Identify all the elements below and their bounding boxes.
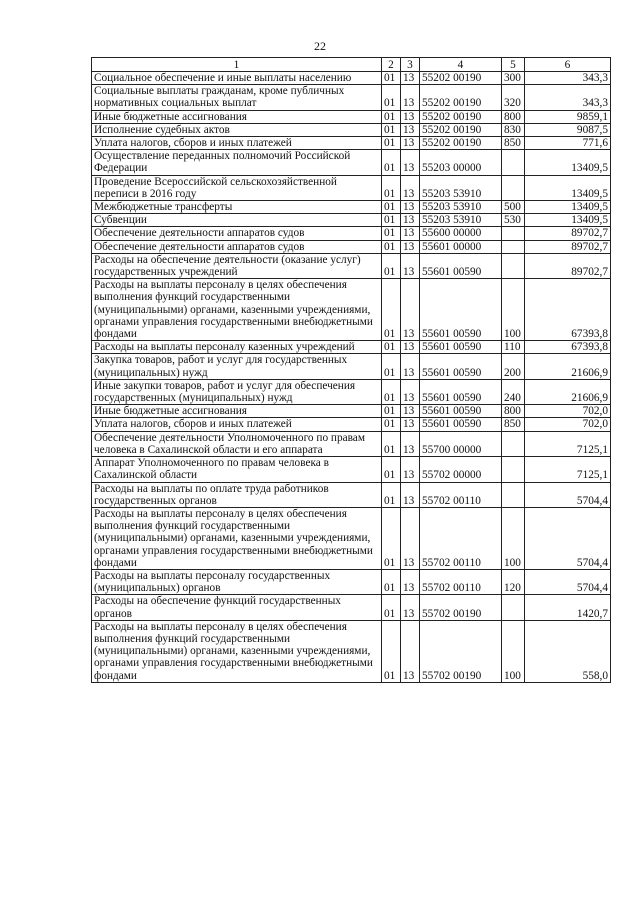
target-article-code: 55202 00190 <box>420 123 502 136</box>
section-code: 01 <box>382 175 401 200</box>
target-article-code: 55601 00590 <box>420 354 502 379</box>
expense-type-code: 850 <box>502 137 525 150</box>
table-row <box>92 137 611 150</box>
target-article-code: 55702 00110 <box>420 507 502 569</box>
target-article-code: 55601 00000 <box>420 240 502 253</box>
section-code: 01 <box>382 123 401 136</box>
expense-type-code: 530 <box>502 214 525 227</box>
budget-table <box>91 57 611 683</box>
amount: 89702,7 <box>525 253 611 278</box>
expense-type-code: 110 <box>502 341 525 354</box>
subsection-code: 13 <box>401 405 420 418</box>
table-row <box>92 354 611 379</box>
table-body <box>92 72 611 683</box>
expense-type-code: 240 <box>502 379 525 404</box>
amount: 5704,4 <box>525 482 611 507</box>
target-article-code: 55702 00190 <box>420 595 502 620</box>
row-name: Уплата налогов, сборов и иных платежей <box>92 137 382 150</box>
expense-type-code: 300 <box>502 72 525 85</box>
table-row <box>92 507 611 569</box>
expense-type-code: 500 <box>502 201 525 214</box>
subsection-code: 13 <box>401 240 420 253</box>
section-code: 01 <box>382 620 401 682</box>
section-code: 01 <box>382 431 401 456</box>
table-header-row <box>92 58 611 72</box>
section-code: 01 <box>382 227 401 240</box>
expense-type-code <box>502 482 525 507</box>
table-row <box>92 201 611 214</box>
row-name: Социальное обеспечение и иные выплаты населению <box>92 72 382 85</box>
expense-type-code <box>502 227 525 240</box>
column-header: 6 <box>525 58 611 72</box>
column-header: 1 <box>92 58 382 72</box>
section-code: 01 <box>382 214 401 227</box>
subsection-code: 13 <box>401 227 420 240</box>
subsection-code: 13 <box>401 595 420 620</box>
amount: 7125,1 <box>525 457 611 482</box>
amount: 13409,5 <box>525 175 611 200</box>
column-header: 3 <box>401 58 420 72</box>
amount: 9087,5 <box>525 123 611 136</box>
expense-type-code: 800 <box>502 110 525 123</box>
subsection-code: 13 <box>401 72 420 85</box>
expense-type-code: 320 <box>502 85 525 110</box>
row-name: Расходы на выплаты персоналу в целях обеспечения выполнения функций государственными (муниципальными) органами, казенными учреждениями, органами управления государственными внебюджетными фондами <box>92 279 382 341</box>
table-row <box>92 569 611 594</box>
subsection-code: 13 <box>401 354 420 379</box>
target-article-code: 55702 00190 <box>420 620 502 682</box>
target-article-code: 55601 00590 <box>420 253 502 278</box>
amount: 9859,1 <box>525 110 611 123</box>
expense-type-code: 100 <box>502 507 525 569</box>
subsection-code: 13 <box>401 482 420 507</box>
table-row <box>92 123 611 136</box>
amount: 13409,5 <box>525 214 611 227</box>
target-article-code: 55202 00190 <box>420 137 502 150</box>
expense-type-code <box>502 431 525 456</box>
section-code: 01 <box>382 110 401 123</box>
table-row <box>92 175 611 200</box>
section-code: 01 <box>382 150 401 175</box>
amount: 67393,8 <box>525 341 611 354</box>
subsection-code: 13 <box>401 214 420 227</box>
table-row <box>92 279 611 341</box>
target-article-code: 55601 00590 <box>420 341 502 354</box>
expense-type-code <box>502 150 525 175</box>
amount: 343,3 <box>525 85 611 110</box>
amount: 771,6 <box>525 137 611 150</box>
subsection-code: 13 <box>401 620 420 682</box>
target-article-code: 55600 00000 <box>420 227 502 240</box>
table-row <box>92 72 611 85</box>
expense-type-code <box>502 595 525 620</box>
table-row <box>92 150 611 175</box>
amount: 702,0 <box>525 405 611 418</box>
row-name: Уплата налогов, сборов и иных платежей <box>92 418 382 431</box>
subsection-code: 13 <box>401 85 420 110</box>
row-name: Аппарат Уполномоченного по правам человека в Сахалинской области <box>92 457 382 482</box>
table-row <box>92 240 611 253</box>
section-code: 01 <box>382 72 401 85</box>
row-name: Исполнение судебных актов <box>92 123 382 136</box>
subsection-code: 13 <box>401 123 420 136</box>
row-name: Расходы на обеспечение деятельности (оказание услуг) государственных учреждений <box>92 253 382 278</box>
row-name: Социальные выплаты гражданам, кроме публичных нормативных социальных выплат <box>92 85 382 110</box>
section-code: 01 <box>382 354 401 379</box>
amount: 89702,7 <box>525 240 611 253</box>
expense-type-code: 850 <box>502 418 525 431</box>
target-article-code: 55702 00000 <box>420 457 502 482</box>
expense-type-code <box>502 457 525 482</box>
target-article-code: 55601 00590 <box>420 379 502 404</box>
table-row <box>92 341 611 354</box>
expense-type-code <box>502 240 525 253</box>
table-row <box>92 482 611 507</box>
subsection-code: 13 <box>401 569 420 594</box>
table-row <box>92 405 611 418</box>
table-row <box>92 595 611 620</box>
subsection-code: 13 <box>401 110 420 123</box>
subsection-code: 13 <box>401 253 420 278</box>
amount: 343,3 <box>525 72 611 85</box>
section-code: 01 <box>382 595 401 620</box>
amount: 21606,9 <box>525 379 611 404</box>
amount: 67393,8 <box>525 279 611 341</box>
column-header: 2 <box>382 58 401 72</box>
subsection-code: 13 <box>401 507 420 569</box>
amount: 13409,5 <box>525 201 611 214</box>
table-row <box>92 110 611 123</box>
row-name: Иные бюджетные ассигнования <box>92 405 382 418</box>
row-name: Обеспечение деятельности аппаратов судов <box>92 240 382 253</box>
table-row <box>92 457 611 482</box>
expense-type-code: 120 <box>502 569 525 594</box>
table-row <box>92 214 611 227</box>
amount: 89702,7 <box>525 227 611 240</box>
amount: 13409,5 <box>525 150 611 175</box>
amount: 558,0 <box>525 620 611 682</box>
target-article-code: 55700 00000 <box>420 431 502 456</box>
section-code: 01 <box>382 201 401 214</box>
row-name: Проведение Всероссийской сельскохозяйственной переписи в 2016 году <box>92 175 382 200</box>
subsection-code: 13 <box>401 201 420 214</box>
target-article-code: 55702 00110 <box>420 482 502 507</box>
section-code: 01 <box>382 379 401 404</box>
expense-type-code <box>502 253 525 278</box>
table-row <box>92 253 611 278</box>
target-article-code: 55203 53910 <box>420 201 502 214</box>
row-name: Осуществление переданных полномочий Российской Федерации <box>92 150 382 175</box>
subsection-code: 13 <box>401 137 420 150</box>
target-article-code: 55601 00590 <box>420 418 502 431</box>
target-article-code: 55202 00190 <box>420 110 502 123</box>
expense-type-code: 200 <box>502 354 525 379</box>
row-name: Закупка товаров, работ и услуг для государственных (муниципальных) нужд <box>92 354 382 379</box>
section-code: 01 <box>382 507 401 569</box>
amount: 21606,9 <box>525 354 611 379</box>
subsection-code: 13 <box>401 379 420 404</box>
table-row <box>92 379 611 404</box>
column-header: 5 <box>502 58 525 72</box>
section-code: 01 <box>382 418 401 431</box>
subsection-code: 13 <box>401 341 420 354</box>
section-code: 01 <box>382 253 401 278</box>
target-article-code: 55202 00190 <box>420 85 502 110</box>
amount: 7125,1 <box>525 431 611 456</box>
column-header: 4 <box>420 58 502 72</box>
target-article-code: 55203 00000 <box>420 150 502 175</box>
section-code: 01 <box>382 279 401 341</box>
section-code: 01 <box>382 341 401 354</box>
expense-type-code <box>502 175 525 200</box>
row-name: Расходы на выплаты персоналу казенных учреждений <box>92 341 382 354</box>
section-code: 01 <box>382 405 401 418</box>
section-code: 01 <box>382 85 401 110</box>
subsection-code: 13 <box>401 150 420 175</box>
page-number: 22 <box>314 39 326 53</box>
table-row <box>92 418 611 431</box>
target-article-code: 55601 00590 <box>420 279 502 341</box>
row-name: Расходы на выплаты персоналу в целях обеспечения выполнения функций государственными (муниципальными) органами, казенными учреждениями, органами управления государственными внебюджетными фондами <box>92 507 382 569</box>
section-code: 01 <box>382 482 401 507</box>
table-row <box>92 620 611 682</box>
row-name: Обеспечение деятельности аппаратов судов <box>92 227 382 240</box>
expense-type-code: 830 <box>502 123 525 136</box>
row-name: Расходы на выплаты персоналу государственных (муниципальных) органов <box>92 569 382 594</box>
subsection-code: 13 <box>401 279 420 341</box>
subsection-code: 13 <box>401 175 420 200</box>
row-name: Расходы на обеспечение функций государственных органов <box>92 595 382 620</box>
row-name: Обеспечение деятельности Уполномоченного по правам человека в Сахалинской области и его аппарата <box>92 431 382 456</box>
section-code: 01 <box>382 137 401 150</box>
subsection-code: 13 <box>401 418 420 431</box>
row-name: Межбюджетные трансферты <box>92 201 382 214</box>
expense-type-code: 100 <box>502 279 525 341</box>
section-code: 01 <box>382 240 401 253</box>
target-article-code: 55702 00110 <box>420 569 502 594</box>
amount: 702,0 <box>525 418 611 431</box>
row-name: Расходы на выплаты персоналу в целях обеспечения выполнения функций государственными (муниципальными) органами, казенными учреждениями, органами управления государственными внебюджетными фондами <box>92 620 382 682</box>
table-row <box>92 227 611 240</box>
section-code: 01 <box>382 569 401 594</box>
target-article-code: 55202 00190 <box>420 72 502 85</box>
row-name: Расходы на выплаты по оплате труда работников государственных органов <box>92 482 382 507</box>
amount: 1420,7 <box>525 595 611 620</box>
table-row <box>92 85 611 110</box>
subsection-code: 13 <box>401 457 420 482</box>
amount: 5704,4 <box>525 569 611 594</box>
section-code: 01 <box>382 457 401 482</box>
row-name: Иные бюджетные ассигнования <box>92 110 382 123</box>
expense-type-code: 100 <box>502 620 525 682</box>
table-row <box>92 431 611 456</box>
amount: 5704,4 <box>525 507 611 569</box>
row-name: Иные закупки товаров, работ и услуг для обеспечения государственных (муниципальных) нужд <box>92 379 382 404</box>
target-article-code: 55203 53910 <box>420 214 502 227</box>
row-name: Субвенции <box>92 214 382 227</box>
target-article-code: 55601 00590 <box>420 405 502 418</box>
subsection-code: 13 <box>401 431 420 456</box>
expense-type-code: 800 <box>502 405 525 418</box>
target-article-code: 55203 53910 <box>420 175 502 200</box>
